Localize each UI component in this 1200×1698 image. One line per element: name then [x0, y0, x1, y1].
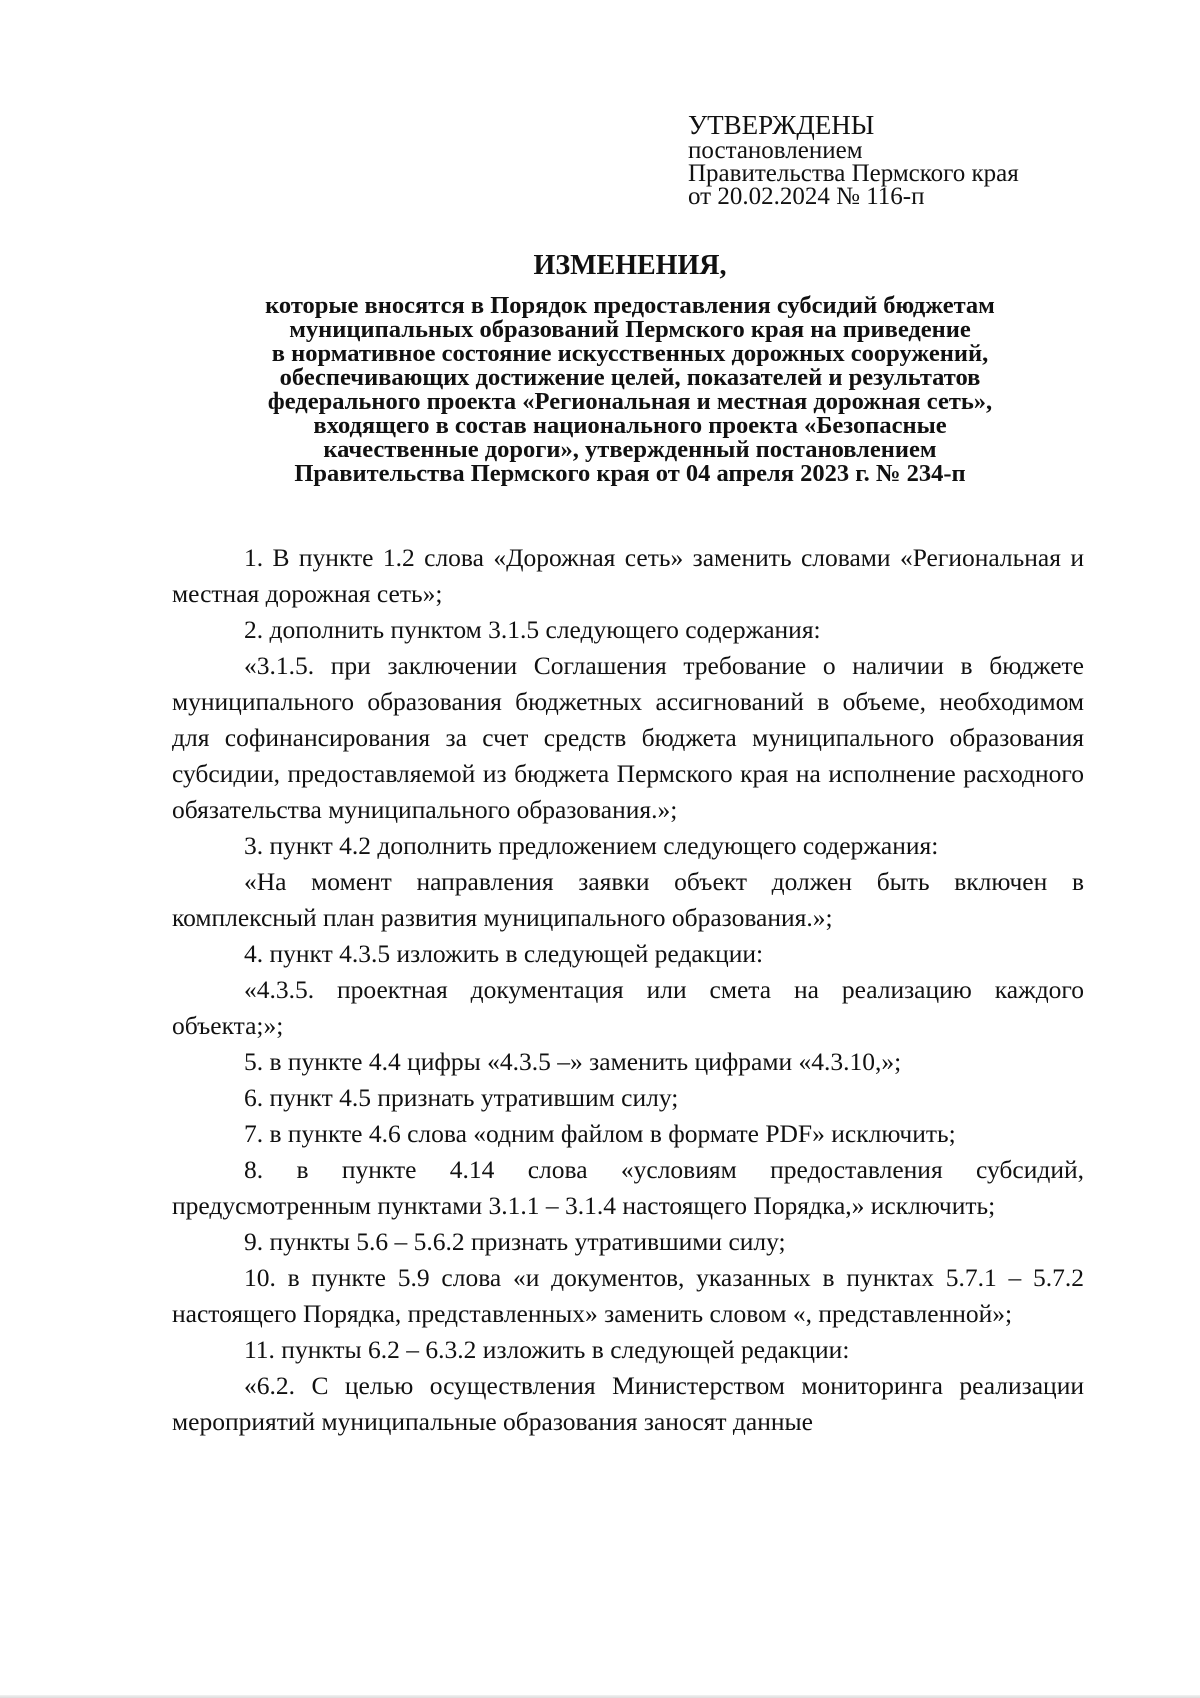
- paragraph: 4. пункт 4.3.5 изложить в следующей редакции:: [244, 939, 764, 968]
- subtitle-line: федерального проекта «Региональная и местная дорожная сеть»,: [267, 388, 993, 415]
- document-title: ИЗМЕНЕНИЯ,: [533, 250, 727, 281]
- subtitle-line: входящего в состав национального проекта «Безопасные: [313, 412, 947, 439]
- approval-line: Правительства Пермского края: [688, 160, 1019, 187]
- approval-line: постановлением: [688, 137, 863, 164]
- subtitle-line: Правительства Пермского края от 04 апреля 2023 г. № 234-п: [294, 460, 966, 487]
- paragraph: 7. в пункте 4.6 слова «одним файлом в формате PDF» исключить;: [244, 1119, 956, 1148]
- paragraph: 5. в пункте 4.4 цифры «4.3.5 –» заменить цифрами «4.3.10,»;: [244, 1047, 902, 1076]
- paragraph: «3.1.5. при заключении Соглашения требование о наличии в бюджете муниципального образования бюджетных ассигнований в объеме, необходимом для софинансирования за счет средств бюджета муниципального образования субсидии, предоставляемой из бюджета Пермского края на исполнение расходного обязательства муниципального образования.»;: [172, 651, 1084, 824]
- subtitle-line: качественные дороги», утвержденный постановлением: [323, 436, 937, 463]
- paragraph: 10. в пункте 5.9 слова «и документов, указанных в пунктах 5.7.1 – 5.7.2 настоящего Порядка, представленных» заменить словом «, представленной»;: [172, 1263, 1084, 1328]
- paragraph: 3. пункт 4.2 дополнить предложением следующего содержания:: [244, 831, 939, 860]
- paragraph: 9. пункты 5.6 – 5.6.2 признать утратившими силу;: [244, 1227, 786, 1256]
- subtitle-line: муниципальных образований Пермского края на приведение: [289, 316, 971, 343]
- subtitle-line: в нормативное состояние искусственных дорожных сооружений,: [271, 340, 989, 367]
- document-body: [172, 540, 1084, 1440]
- paragraph: 2. дополнить пунктом 3.1.5 следующего содержания:: [244, 615, 821, 644]
- paragraph: «4.3.5. проектная документация или смета на реализацию каждого объекта;»;: [172, 975, 1084, 1040]
- document-subtitle: [150, 294, 1110, 486]
- paragraph: «На момент направления заявки объект должен быть включен в комплексный план развития муниципального образования.»;: [172, 867, 1084, 932]
- subtitle-line: которые вносятся в Порядок предоставления субсидий бюджетам: [265, 292, 995, 319]
- paragraph: «6.2. С целью осуществления Министерством мониторинга реализации мероприятий муниципальные образования заносят данные: [172, 1371, 1084, 1436]
- approval-stamp: [688, 112, 1168, 208]
- approval-line: от 20.02.2024 № 116-п: [688, 183, 925, 210]
- subtitle-line: обеспечивающих достижение целей, показателей и результатов: [279, 364, 981, 391]
- paragraph: 8. в пункте 4.14 слова «условиям предоставления субсидий, предусмотренным пунктами 3.1.1 – 3.1.4 настоящего Порядка,» исключить;: [172, 1155, 1084, 1220]
- paragraph: 11. пункты 6.2 – 6.3.2 изложить в следующей редакции:: [244, 1335, 850, 1364]
- paragraph: 1. В пункте 1.2 слова «Дорожная сеть» заменить словами «Региональная и местная дорожная сеть»;: [172, 543, 1084, 608]
- paragraph: 6. пункт 4.5 признать утратившим силу;: [244, 1083, 679, 1112]
- approval-heading: УТВЕРЖДЕНЫ: [688, 110, 875, 140]
